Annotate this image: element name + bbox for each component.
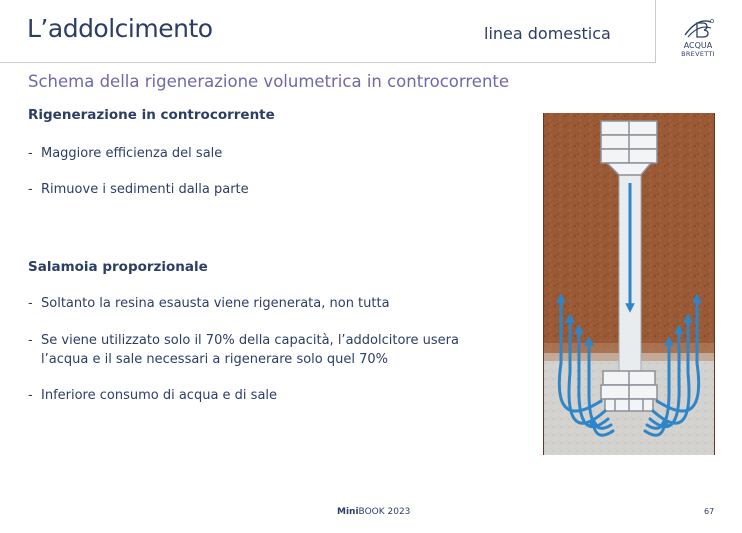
bullet-item <box>28 144 222 163</box>
bullet-dash: - <box>28 182 33 197</box>
page-number: 67 <box>704 507 715 516</box>
regeneration-diagram <box>543 113 715 455</box>
bullet-dash: - <box>28 296 33 311</box>
logo-word-brevetti: BREVETTI <box>681 50 715 58</box>
bullet-item <box>28 180 249 199</box>
header-horizontal-divider <box>0 62 656 63</box>
footer-brand <box>337 507 410 517</box>
bullet-text: Rimuove i sedimenti dalla parte <box>41 182 249 197</box>
footer-brand-rest: BOOK 2023 <box>358 507 411 517</box>
header-vertical-divider <box>655 0 656 62</box>
bullet-dash: - <box>28 146 33 161</box>
bullet-item <box>28 386 277 405</box>
section-title-brine: Salamoia proporzionale <box>28 259 208 275</box>
section-title-regeneration: Rigenerazione in controcorrente <box>28 107 275 123</box>
brand-mark-icon <box>681 18 715 40</box>
acqua-brevetti-logo <box>677 18 719 64</box>
bullet-dash: - <box>28 388 33 403</box>
bullet-text: Se viene utilizzato solo il 70% della capacità, l’addolcitore usera l’acqua e il sale necessari a rigenerare solo quel 70% <box>41 333 459 367</box>
bullet-item <box>28 331 471 369</box>
footer-brand-bold: Mini <box>337 507 359 517</box>
category-label: linea domestica <box>484 24 611 43</box>
logo-word-acqua: ACQUA <box>683 41 713 50</box>
page-title: L’addolcimento <box>27 14 213 43</box>
bullet-dash: - <box>28 333 33 348</box>
bullet-item <box>28 294 390 313</box>
bullet-text: Inferiore consumo di acqua e di sale <box>41 388 278 403</box>
bottom-distributor <box>601 371 657 411</box>
bullet-text: Maggiore efficienza del sale <box>41 146 223 161</box>
page-subtitle: Schema della rigenerazione volumetrica in controcorrente <box>28 72 510 91</box>
bullet-text: Soltanto la resina esausta viene rigenerata, non tutta <box>41 296 390 311</box>
